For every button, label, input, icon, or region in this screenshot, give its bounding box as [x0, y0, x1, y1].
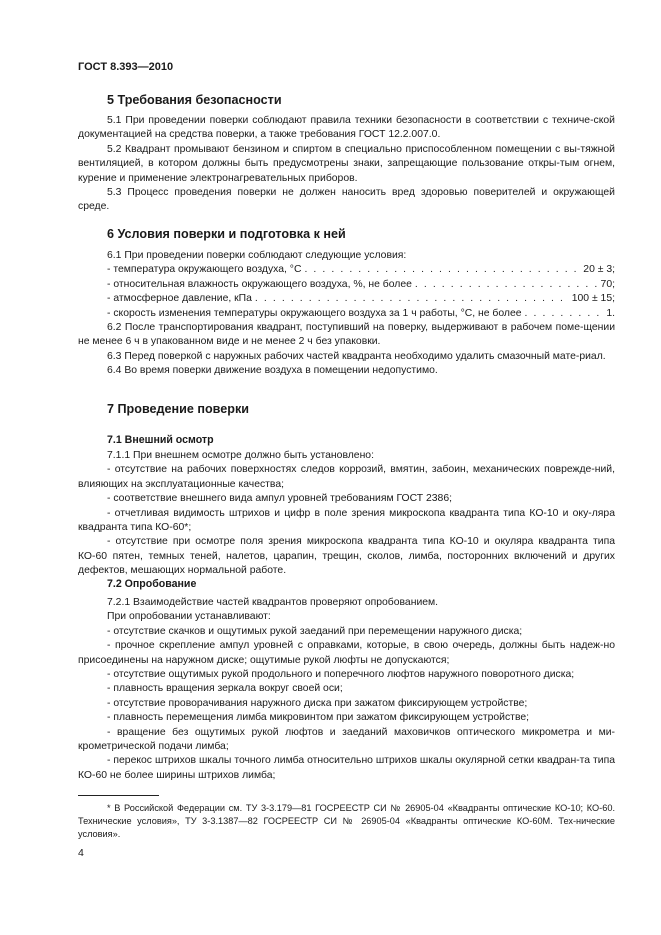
- paragraph-5-2: 5.2 Квадрант промывают бензином и спиртом в специально приспособленном помещении с вы-тяжной вентиляцией, в котором должны быть предусмотрены знаки, запрещающие пользование откры-тым огнем, курение и применение электронагревательных приборов.: [78, 143, 615, 184]
- list-item: - прочное скрепление ампул уровней с оправками, которые, в свою очередь, должны быть надеж-но присоединены на наружном диске; ощутимые рукой люфты не допускаются;: [78, 640, 615, 666]
- paragraph-5-1: 5.1 При проведении поверки соблюдают правила техники безопасности в соответствии с техниче-ской документацией на средства поверки, а также требования ГОСТ 12.2.007.0.: [78, 115, 615, 141]
- condition-value: 1.: [606, 307, 615, 319]
- footnote: [78, 802, 615, 841]
- list-item: - отсутствие при осмотре поля зрения микроскопа квадранта типа КО-10 и окуляра квадранта типа КО-60 пятен, темных теней, налетов, царапин, трещин, сколов, лимба, посторонних включений и других дефектов, мешающих нормальной работе.: [78, 536, 615, 577]
- list-item: - вращение без ощутимых рукой люфтов и заеданий маховичков оптического микрометра и ми-крометрической подачи лимба;: [78, 726, 615, 753]
- paragraph-6-4: 6.4 Во время поверки движение воздуха в помещении недопустимо.: [107, 365, 438, 377]
- condition-label: - скорость изменения температуры окружающего воздуха за 1 ч работы, °С, не более: [107, 307, 522, 319]
- condition-value: 20 ± 3;: [583, 264, 615, 276]
- list-item: - отсутствие на рабочих поверхностях следов коррозий, вмятин, забоин, механических поврежде-ний, влияющих на эксплуатационные качества;: [78, 464, 615, 490]
- condition-label: - атмосферное давление, кПа: [107, 293, 252, 305]
- condition-row: [78, 292, 615, 306]
- footnote-divider: [78, 795, 159, 796]
- condition-row: [78, 263, 615, 277]
- list-item: - плавность вращения зеркала вокруг своей оси;: [107, 683, 343, 695]
- paragraph-6-1: 6.1 При проведении поверки соблюдают следующие условия:: [107, 250, 407, 261]
- page-number: 4: [78, 847, 84, 859]
- section-7-heading: 7 Проведение поверки: [107, 402, 249, 416]
- condition-label: - температура окружающего воздуха, °С: [107, 264, 302, 276]
- section-6-heading: 6 Условия поверки и подготовка к ней: [107, 227, 346, 241]
- list-item: - отсутствие скачков и ощутимых рукой заеданий при перемещении наружного диска;: [107, 625, 523, 637]
- paragraph-5-3: 5.3 Процесс проведения поверки не должен наносить вред здоровью поверителей и окружающей среде.: [78, 187, 615, 213]
- subsection-7-2-body: [78, 596, 615, 783]
- document-header: ГОСТ 8.393—2010: [78, 61, 174, 73]
- paragraph: 7.2.1 Взаимодействие частей квадрантов проверяют опробованием.: [107, 597, 439, 608]
- footnote-text: * В Российской Федерации см. ТУ 3-3.179—81 ГОСРЕЕСТР СИ № 26905-04 «Квадранты оптические КО-10; КО-60. Технические условия», ТУ 3-3.1387—82 ГОСРЕЕСТР СИ № 26905-04 «Квадранты оптические КО-60М. Тех-нические условия».: [78, 803, 615, 839]
- subsection-7-1-body: [78, 449, 615, 579]
- list-item: - отсутствие ощутимых рукой продольного и поперечного люфтов наружного поворотного диска;: [107, 669, 575, 681]
- subsection-7-1-heading: 7.1 Внешний осмотр: [107, 434, 214, 446]
- section-5-body: [78, 114, 615, 215]
- section-5-heading: 5 Требования безопасности: [107, 93, 282, 107]
- subsection-7-2-heading: 7.2 Опробование: [107, 578, 197, 590]
- paragraph: 7.1.1 При внешнем осмотре должно быть установлено:: [107, 450, 374, 461]
- condition-row: [78, 307, 615, 321]
- condition-row: [78, 278, 615, 292]
- paragraph-6-3: 6.3 Перед поверкой с наружных рабочих частей квадранта необходимо удалить смазочный мате-риал.: [107, 350, 606, 362]
- list-item: - отчетливая видимость штрихов и цифр в поле зрения микроскопа квадранта типа КО-10 и оку-ляра квадранта типа КО-60*;: [78, 507, 615, 534]
- condition-value: 70;: [600, 278, 615, 290]
- section-6-body: [78, 249, 615, 379]
- list-item: - плавность перемещения лимба микровинтом при зажатом фиксирующем устройстве;: [107, 712, 530, 724]
- paragraph-6-2: 6.2 После транспортирования квадрант, поступивший на поверку, выдерживают в рабочем поме-щении не менее 6 ч в упакованном виде и не менее 2 ч без упаковки.: [78, 322, 615, 348]
- condition-value: 100 ± 15;: [571, 293, 615, 305]
- paragraph: При опробовании устанавливают:: [107, 611, 271, 623]
- list-item: - перекос штрихов шкалы точного лимба относительно штрихов шкалы окулярной сетки квадран-та типа КО-60 не более ширины штрихов лимба;: [78, 755, 615, 781]
- list-item: - соответствие внешнего вида ампул уровней требованиям ГОСТ 2386;: [107, 493, 452, 505]
- condition-label: - относительная влажность окружающего воздуха, %, не более: [107, 278, 412, 290]
- list-item: - отсутствие проворачивания наружного диска при зажатом фиксирующем устройстве;: [107, 697, 528, 709]
